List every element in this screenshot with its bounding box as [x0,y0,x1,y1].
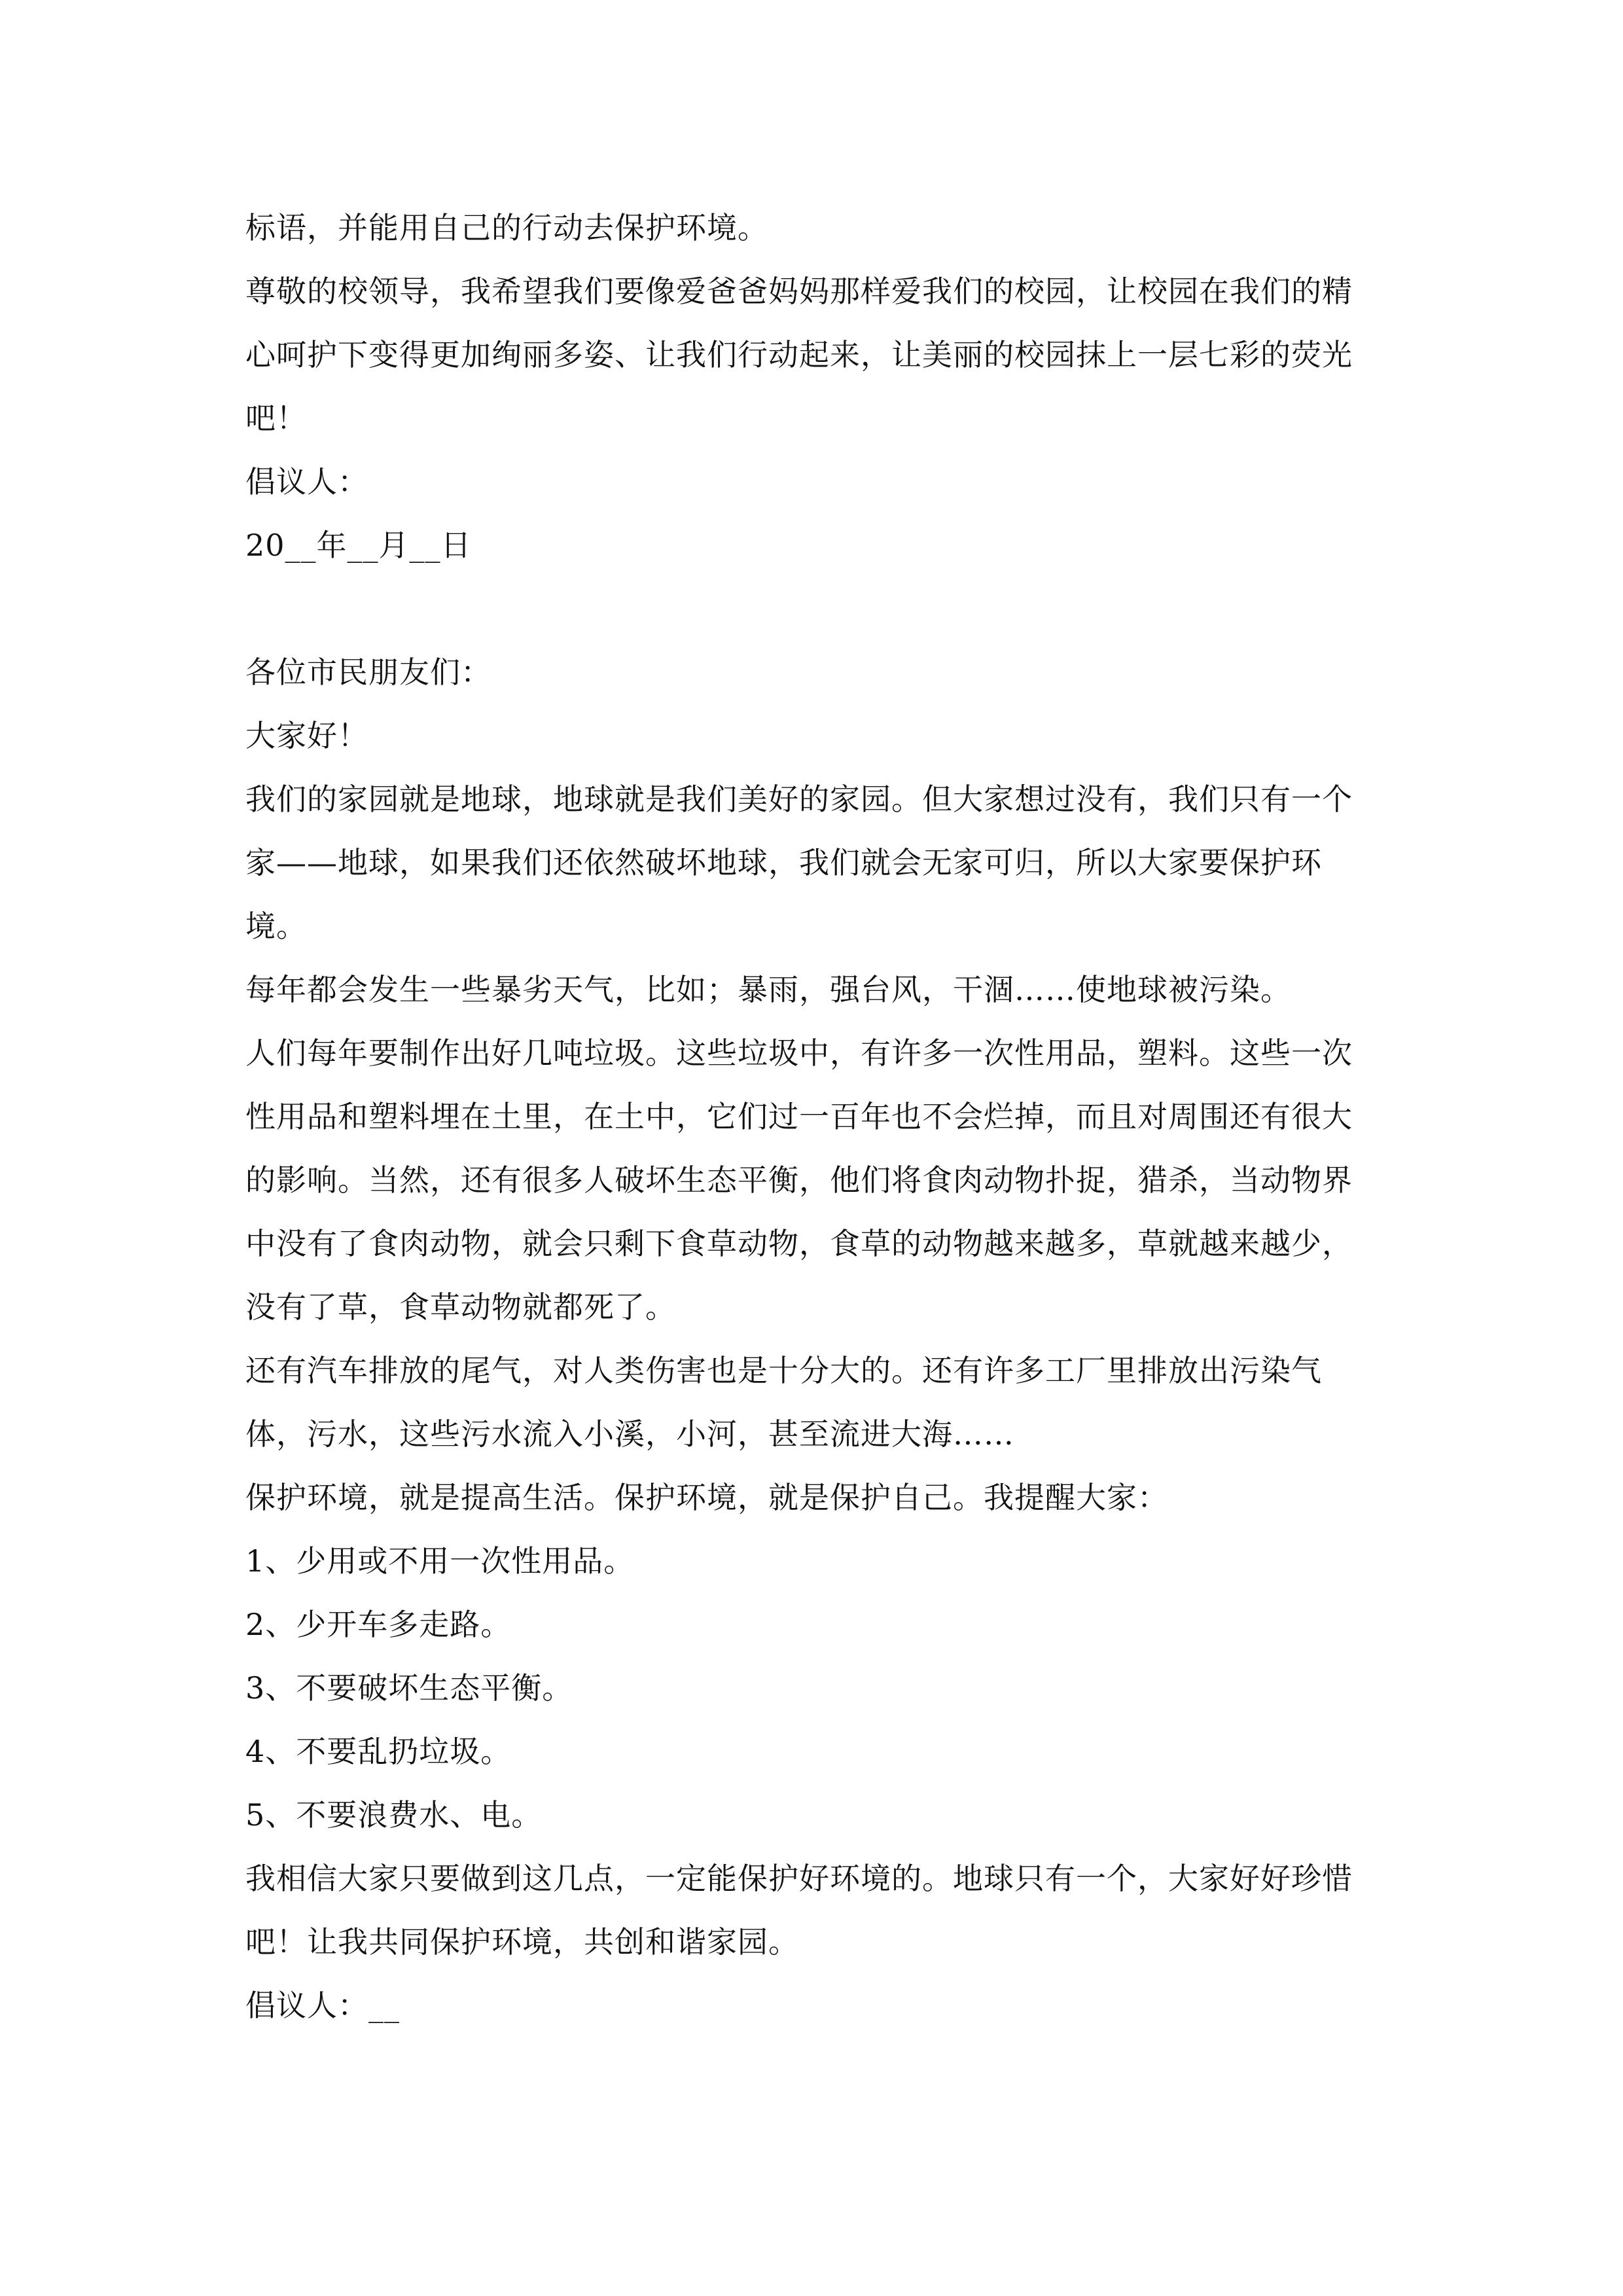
list-item: 5、不要浪费水、电。 [245,1797,543,1833]
list-item: 2、少开车多走路。 [245,1607,512,1642]
date-line: 20__年__月__日 [245,528,472,563]
section-spacer [245,577,1381,641]
signature-line: 倡议人：__ [245,1988,400,2023]
paragraph-earth-home: 我们的家园就是地球，地球就是我们美好的家园。但大家想过没有，我们只有一个家——地球，如果我们还依然破坏地球，我们就会无家可归，所以大家要保护环境。 [245,781,1353,944]
paragraph-appeal-to-leaders: 尊敬的校领导，我希望我们要像爱爸爸妈妈那样爱我们的校园，让校园在我们的精心呵护下变得更加绚丽多姿、让我们行动起来，让美丽的校园抹上一层七彩的荧光吧！ [245,274,1353,436]
document-body [245,196,1381,2037]
paragraph-garbage: 人们每年要制作出好几吨垃圾。这些垃圾中，有许多一次性用品，塑料。这些一次性用品和塑料埋在土里，在土中，它们过一百年也不会烂掉，而且对周围还有很大的影响。当然，还有很多人破坏生态平衡，他们将食肉动物扑捉，猎杀，当动物界中没有了食肉动物，就会只剩下食草动物，食草的动物越来越多，草就越来越少，没有了草，食草动物就都死了。 [245,1035,1353,1325]
paragraph-closing: 我相信大家只要做到这几点，一定能保护好环境的。地球只有一个，大家好好珍惜吧！让我共同保护环境，共创和谐家园。 [245,1861,1353,1960]
paragraph-weather: 每年都会发生一些暴劣天气，比如；暴雨，强台风，干涸……使地球被污染。 [245,972,1291,1007]
greeting: 各位市民朋友们： [245,655,491,690]
initiator-label: 倡议人： [245,464,368,499]
paragraph-slogan-end: 标语，并能用自己的行动去保护环境。 [245,210,768,245]
paragraph-reminder: 保护环境，就是提高生活。保护环境，就是保护自己。我提醒大家： [245,1480,1168,1515]
list-item: 4、不要乱扔垃圾。 [245,1734,512,1769]
list-item: 3、不要破坏生态平衡。 [245,1670,573,1706]
list-item: 1、少用或不用一次性用品。 [245,1543,635,1579]
paragraph-pollution: 还有汽车排放的尾气，对人类伤害也是十分大的。还有许多工厂里排放出污染气体，污水，这些污水流入小溪，小河，甚至流进大海…… [245,1353,1322,1452]
hello: 大家好！ [245,718,368,753]
